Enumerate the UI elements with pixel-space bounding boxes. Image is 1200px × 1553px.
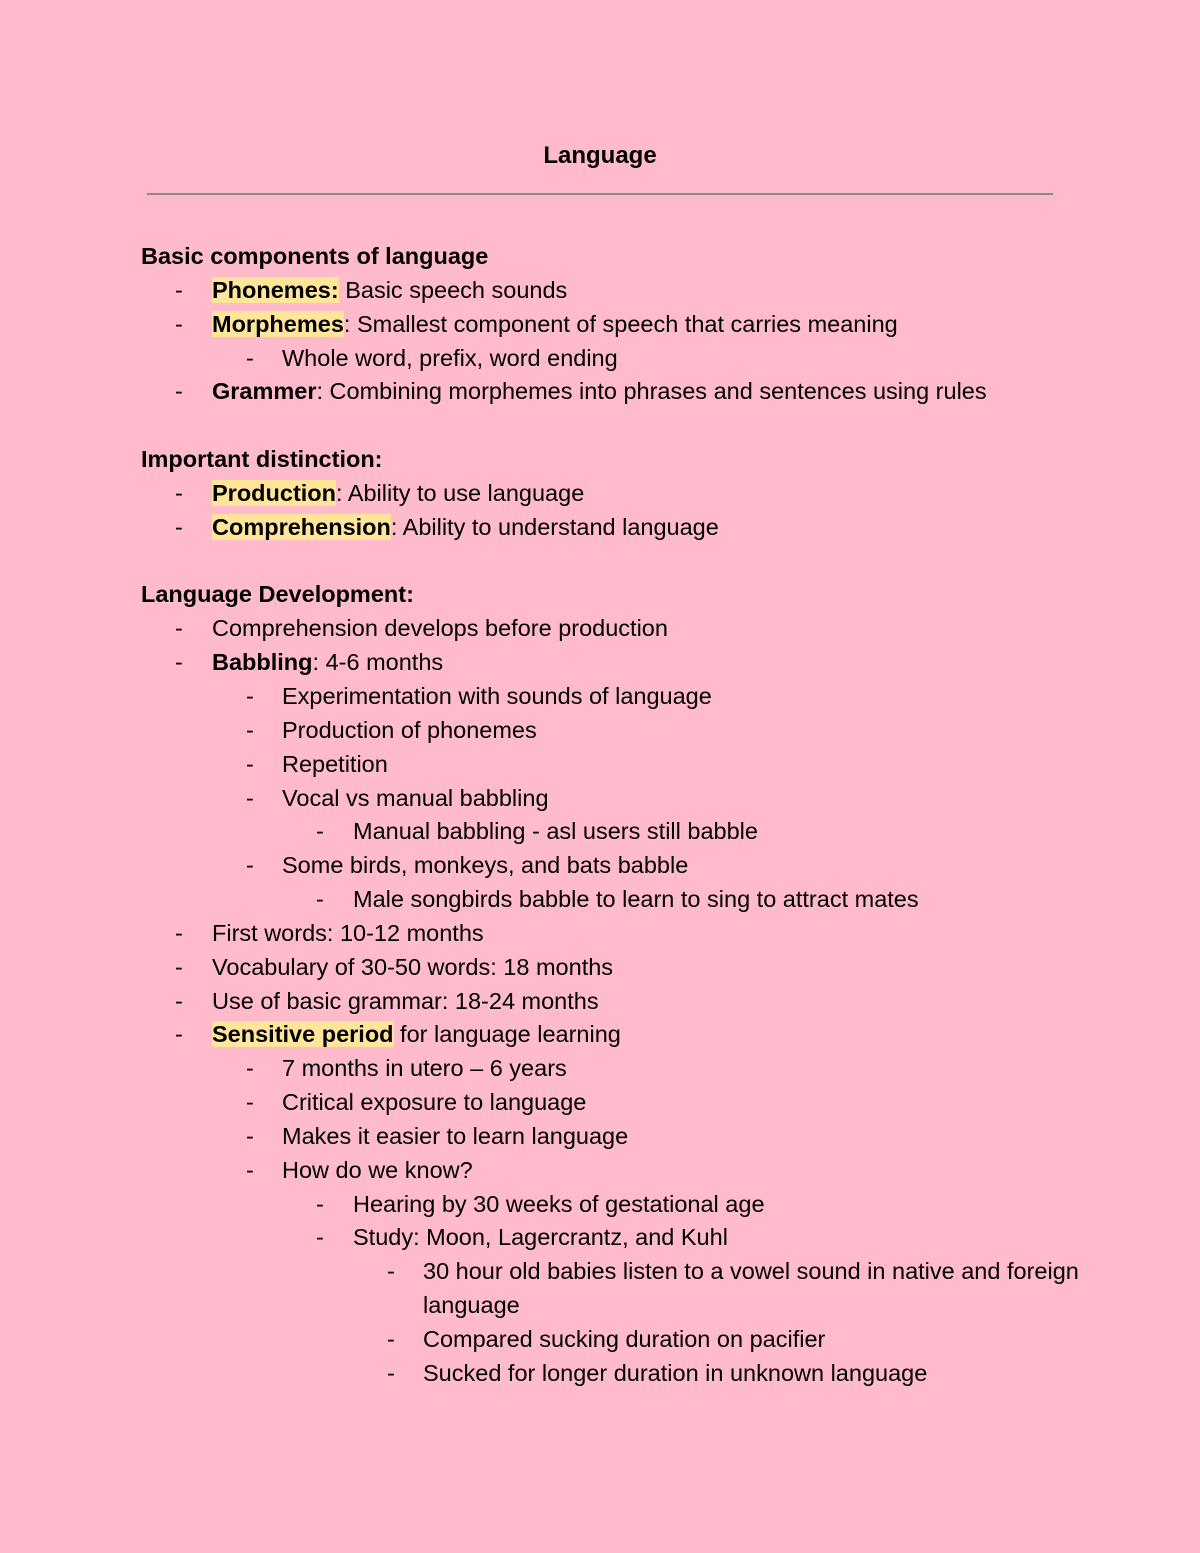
list-item-text: Repetition — [282, 750, 388, 777]
list-item-text: Comprehension develops before production — [212, 615, 668, 642]
bullet-dash: - — [175, 378, 183, 405]
list-item-phonemes — [141, 274, 1081, 308]
bullet-dash: - — [246, 750, 254, 777]
list-item — [141, 883, 1081, 917]
list-item-text: Sucked for longer duration in unknown language — [423, 1359, 928, 1386]
list-item-text: 30 hour old babies listen to a vowel sound in native and foreign language — [423, 1258, 1079, 1319]
list-item-morphemes — [141, 308, 1081, 342]
spacer — [141, 545, 1081, 579]
list-item — [141, 917, 1081, 951]
title-divider — [147, 193, 1053, 195]
list-item — [141, 714, 1081, 748]
bullet-dash: - — [246, 1055, 254, 1082]
list-item — [141, 1188, 1081, 1222]
list-item — [141, 782, 1081, 816]
list-item-text: Some birds, monkeys, and bats babble — [282, 852, 689, 879]
term-babbling: Babbling — [212, 649, 313, 676]
list-item — [141, 849, 1081, 883]
list-item — [141, 1357, 1081, 1391]
bullet-dash: - — [246, 1156, 254, 1183]
list-item-text: Critical exposure to language — [282, 1089, 587, 1116]
bullet-dash: - — [175, 987, 183, 1014]
term-phonemes: Phonemes: — [212, 276, 339, 303]
list-item-text: Compared sucking duration on pacifier — [423, 1326, 826, 1352]
list-item-production — [141, 477, 1081, 511]
bullet-dash: - — [175, 953, 183, 980]
list-item-text: Vocal vs manual babbling — [282, 784, 549, 811]
definition-production: : Ability to use language — [336, 479, 585, 506]
bullet-dash: - — [387, 1326, 395, 1352]
list-item-text: Makes it easier to learn language — [282, 1122, 629, 1149]
list-item-text: Vocabulary of 30-50 words: 18 months — [212, 953, 614, 980]
bullet-dash: - — [246, 716, 254, 743]
section-heading-language-development: Language Development: — [141, 581, 414, 608]
bullet-dash: - — [316, 1224, 324, 1251]
bullet-dash: - — [175, 649, 183, 676]
term-grammer: Grammer — [212, 378, 317, 405]
bullet-dash: - — [175, 919, 183, 946]
list-item-comprehension — [141, 511, 1081, 545]
list-item — [141, 1120, 1081, 1154]
term-sensitive-period: Sensitive period — [212, 1021, 394, 1048]
bullet-dash: - — [246, 682, 254, 709]
list-item — [141, 951, 1081, 985]
spacer — [141, 409, 1081, 443]
list-item-sensitive-period — [141, 1018, 1081, 1052]
list-item — [141, 1154, 1081, 1188]
term-production: Production — [212, 479, 337, 506]
bullet-dash: - — [175, 513, 183, 540]
list-item-text: 7 months in utero – 6 years — [282, 1055, 567, 1082]
list-item-grammer — [141, 375, 1081, 409]
list-item-text: Production of phonemes — [282, 716, 537, 743]
list-item — [141, 1323, 1081, 1357]
bullet-dash: - — [316, 1190, 324, 1217]
list-item-text: How do we know? — [282, 1156, 473, 1183]
list-item — [141, 985, 1081, 1019]
list-item — [141, 1255, 1081, 1323]
list-item-text: Hearing by 30 weeks of gestational age — [353, 1190, 765, 1217]
definition-sensitive-period: for language learning — [393, 1021, 621, 1048]
section-heading-important-distinction: Important distinction: — [141, 446, 383, 473]
list-item — [141, 1052, 1081, 1086]
list-item — [141, 680, 1081, 714]
definition-grammer: : Combining morphemes into phrases and sentences using rules — [316, 378, 987, 405]
bullet-dash: - — [246, 344, 254, 371]
definition-comprehension: : Ability to understand language — [390, 513, 719, 540]
term-morphemes: Morphemes — [212, 310, 344, 337]
bullet-dash: - — [246, 784, 254, 811]
list-item-text: First words: 10-12 months — [212, 919, 484, 946]
section-heading-basic-components: Basic components of language — [141, 243, 489, 269]
definition-babbling: : 4-6 months — [312, 649, 444, 676]
list-item — [141, 612, 1081, 646]
document-body — [141, 240, 1081, 1391]
bullet-dash: - — [316, 818, 324, 845]
list-item-text: Experimentation with sounds of language — [282, 682, 712, 709]
term-comprehension: Comprehension — [212, 513, 391, 540]
bullet-dash: - — [246, 1122, 254, 1149]
list-item-text: Manual babbling - asl users still babble — [353, 818, 758, 845]
definition-morphemes: : Smallest component of speech that carries meaning — [343, 310, 898, 337]
bullet-dash: - — [175, 615, 183, 642]
bullet-dash: - — [175, 479, 183, 506]
list-item-text: Use of basic grammar: 18-24 months — [212, 987, 599, 1014]
list-item — [141, 815, 1081, 849]
list-item-text: Whole word, prefix, word ending — [282, 344, 618, 371]
list-item — [141, 1221, 1081, 1255]
page-title: Language — [543, 142, 657, 169]
definition-phonemes: Basic speech sounds — [338, 276, 568, 303]
bullet-dash: - — [246, 852, 254, 879]
bullet-dash: - — [246, 1089, 254, 1116]
bullet-dash: - — [175, 1021, 183, 1048]
list-item-text: Study: Moon, Lagercrantz, and Kuhl — [353, 1224, 728, 1251]
bullet-dash: - — [175, 310, 183, 337]
list-item-morpheme-examples — [141, 342, 1081, 376]
bullet-dash: - — [387, 1258, 395, 1285]
bullet-dash: - — [175, 276, 183, 303]
list-item — [141, 1086, 1081, 1120]
list-item-text: Male songbirds babble to learn to sing to attract mates — [353, 886, 919, 913]
bullet-dash: - — [387, 1359, 395, 1386]
list-item-babbling — [141, 646, 1081, 680]
list-item — [141, 748, 1081, 782]
bullet-dash: - — [316, 886, 324, 913]
